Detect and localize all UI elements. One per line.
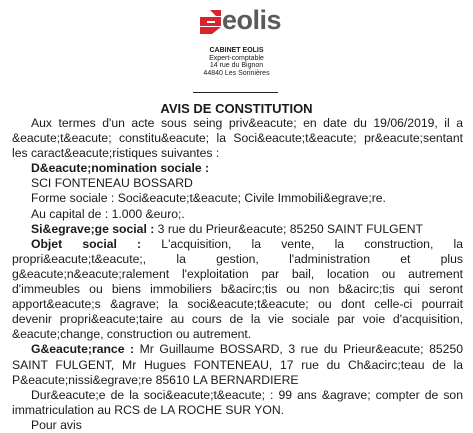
cabinet-name: CABINET EOLIS [209, 47, 264, 54]
cabinet-city: 44840 Les Sorinières [203, 69, 270, 77]
objet-value: L'acquisition, la vente, la construction, la propri&eacute;t&eacute;, la gestion, l'administration et plus g&eacute;n&eacute;ralement l'exploitation par bail, location ou autrement d'immeubles ou biens immobiliers b&acirc;tis ou non b&acirc;tis qui seront apport&eacute;s &agrave; la soci&eacute;t&eacute; ou dont celle-ci pourrait devenir propri&eacute;taire au cours de la vie sociale par voie d'acquisition, &eacute;change, construction ou autrement. [12, 236, 463, 342]
denomination-label: D&eacute;nomination sociale : [31, 161, 210, 176]
cabinet-street: 14 rue du Bignon [209, 62, 264, 70]
cabinet-address-block [0, 47, 473, 77]
objet-social [12, 237, 463, 343]
gerance-label: G&eacute;rance : [31, 342, 135, 357]
objet-label: Objet social : [31, 236, 142, 251]
capital: Au capital de : 1.000 &euro;. [31, 206, 185, 221]
gerance [12, 342, 463, 387]
gerance-value: Mr Guillaume BOSSARD, 3 rue du Prieur&eacute; 85250 SAINT FULGENT, Mr Hugues FONTENEAU, 17 rue du Ch&acirc;teau de la P&eacute;nissi&egrave;re 85610 LA BERNARDIERE [12, 342, 464, 387]
forme-sociale: Forme sociale : Soci&eacute;t&eacute; Civile Immobili&egrave;re. [31, 191, 386, 206]
cabinet-role: Expert-comptable [209, 54, 264, 62]
notice-title: AVIS DE CONSTITUTION [160, 101, 313, 116]
denomination-value: SCI FONTENEAU BOSSARD [31, 176, 193, 191]
siege-value: 3 rue du Prieur&eacute; 85250 SAINT FULGENT [154, 221, 423, 236]
eolis-logo-mark-icon [200, 10, 222, 34]
divider [193, 92, 278, 93]
notice-body [12, 116, 463, 433]
closing: Pour avis [31, 417, 82, 432]
logo-wordmark: eolis [222, 5, 282, 35]
duree: Dur&eacute;e de la soci&eacute;t&eacute; : 99 ans &agrave; compter de son immatriculation au RCS de LA ROCHE SUR YON. [12, 387, 463, 417]
eolis-logo [200, 5, 282, 36]
intro-paragraph: Aux termes d'un acte sous seing priv&eacute; en date du 19/06/2019, il a &eacute;t&eacute; constitu&eacute; la Soci&eacute;t&eacute; pr&eacute;sentant les caract&eacute;ristiques suivantes : [12, 116, 463, 161]
siege-social [12, 222, 463, 237]
siege-label: Si&egrave;ge social : [31, 221, 155, 236]
